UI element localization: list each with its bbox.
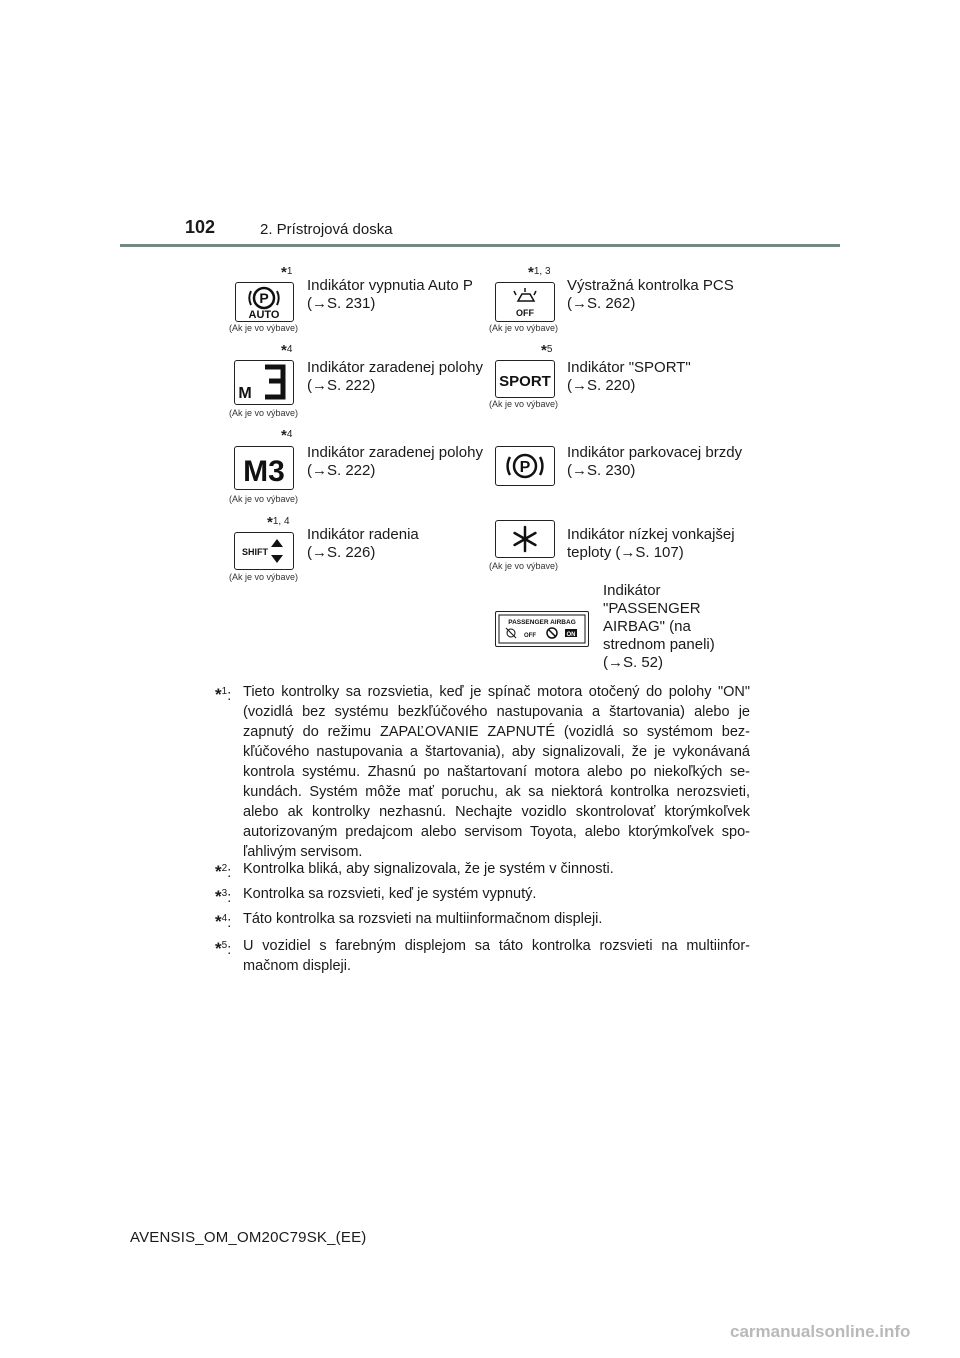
footnote: *$^4$: Táto kontrolka sa rozsvieti na multiinformačnom displeji.: [215, 911, 603, 931]
svg-text:PASSENGER AIRBAG: PASSENGER AIRBAG: [508, 619, 576, 626]
svg-text:M: M: [238, 385, 252, 402]
header-divider: [120, 244, 840, 247]
passenger-airbag-icon: [495, 611, 589, 647]
indicator-description: Indikátor "PASSENGER AIRBAG" (na strednom paneli) (→S. 52): [603, 582, 715, 671]
availability-label: (Ak je vo výbave): [229, 408, 299, 418]
svg-text:SHIFT: SHIFT: [242, 547, 268, 557]
page-header: [0, 0, 960, 250]
availability-label: (Ak je vo výbave): [229, 494, 299, 504]
indicator-description: Indikátor nízkej vonkajšej teploty (→S. 107): [567, 526, 735, 561]
footnote: *$^3$: Kontrolka sa rozsvieti, keď je systém vypnutý.: [215, 886, 537, 906]
pcs-icon: [495, 282, 555, 322]
footnote: *$^2$: Kontrolka bliká, aby signalizovala, že je systém v činnosti.: [215, 861, 614, 881]
svg-text:OFF: OFF: [516, 308, 534, 318]
gear-position-icon: [234, 360, 294, 405]
shift-icon: [234, 532, 294, 570]
note-ref: *4: [281, 342, 293, 359]
indicator-description: Indikátor zaradenej polohy (→S. 222): [307, 444, 483, 479]
gear-position-icon: [234, 446, 294, 490]
note-ref: *1, 3: [528, 264, 551, 281]
svg-text:P: P: [519, 459, 531, 476]
svg-text:ON: ON: [566, 632, 576, 638]
footnote: *$^5$: U vozidiel s farebným displejom sa táto kontrolka rozsvieti na multiinfor- mačnom displeji.: [215, 938, 750, 974]
manual-code: AVENSIS_OM_OM20C79SK_(EE): [130, 1229, 367, 1246]
availability-label: (Ak je vo výbave): [229, 323, 299, 333]
snowflake-icon: [495, 520, 555, 558]
page-number: 102: [185, 217, 216, 237]
indicator-description: Indikátor parkovacej brzdy (→S. 230): [567, 444, 743, 479]
note-ref: *5: [541, 342, 553, 359]
auto-p-icon: [235, 282, 294, 322]
note-ref: *1, 4: [267, 514, 290, 531]
section-title: 2. Prístrojová doska: [260, 221, 393, 238]
availability-label: (Ak je vo výbave): [489, 561, 559, 571]
indicator-description: Indikátor vypnutia Auto P (→S. 231): [307, 277, 473, 312]
watermark: carmanualsonline.info: [730, 1322, 911, 1341]
svg-text:M3: M3: [243, 455, 285, 488]
parking-brake-icon: [495, 446, 555, 486]
svg-text:AUTO: AUTO: [248, 309, 280, 321]
sport-icon: [495, 360, 555, 398]
availability-label: (Ak je vo výbave): [229, 572, 299, 582]
availability-label: (Ak je vo výbave): [489, 323, 559, 333]
indicator-description: Výstražná kontrolka PCS (→S. 262): [567, 277, 734, 312]
note-ref: *1: [281, 264, 293, 281]
svg-text:OFF: OFF: [524, 633, 536, 639]
svg-text:P: P: [259, 290, 269, 306]
svg-text:SPORT: SPORT: [499, 373, 551, 390]
indicator-description: Indikátor "SPORT" (→S. 220): [567, 359, 691, 394]
availability-label: (Ak je vo výbave): [489, 399, 559, 409]
indicator-description: Indikátor zaradenej polohy (→S. 222): [307, 359, 483, 394]
footnote: *$^1$: Tieto kontrolky sa rozsvietia, keď je spínač motora otočený do polohy "ON" (vozidlá bez systému bezkľúčového nastupovania a štartovania) alebo je zapnutý do režimu ZAPAĽOVANIE ZAPNUTÉ (vozidlá so systémom bez- kľúčového nastupovania a štartovania), aby signalizovali, že je vykonávaná kontrola systému. Zhasnú po naštartovaní motora alebo po niekoľkých se- kundách. Systém môže mať poruchu, ak sa niektorá kontrolka nerozsvieti, alebo ak kontrolky nezhasnú. Nechajte vozidlo skontrolovať ktorýmkoľvek autorizovaným predajcom alebo servisom Toyota, alebo ktorýmkoľvek spo- ľahlivým servisom.: [215, 684, 750, 860]
note-ref: *4: [281, 427, 293, 444]
indicator-description: Indikátor radenia (→S. 226): [307, 526, 419, 561]
